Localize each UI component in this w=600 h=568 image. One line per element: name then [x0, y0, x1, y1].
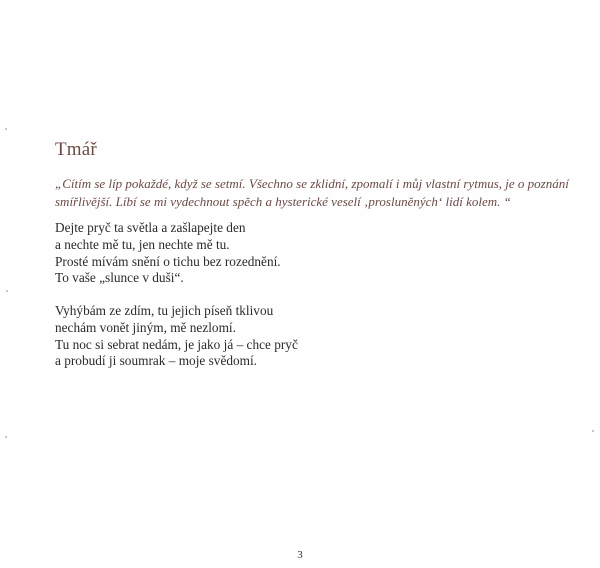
- poem-title: Tmář: [55, 139, 97, 160]
- verse-line: Vyhýbám ze zdím, tu jejich píseň tklivou: [55, 303, 274, 318]
- verse-line: a nechte mě tu, jen nechte mě tu.: [55, 236, 230, 252]
- scan-speck: [592, 430, 594, 432]
- epigraph-line: „Cítím se líp pokaždé, když se setmí. Všechno se zklidní, zpomalí i můj vlastní rytmus, je o poznání: [55, 176, 569, 191]
- verse-line: nechám vonět jiným, mě nezlomí.: [55, 319, 236, 335]
- verse-line: Prosté mívám snění o tichu bez rozednění.: [55, 253, 281, 269]
- verse-line: Dejte pryč ta světla a zašlapejte den: [55, 220, 246, 235]
- scan-speck: [5, 128, 7, 130]
- poem-epigraph: [55, 175, 590, 211]
- verse-line: Tu noc si sebrat nedám, je jako já – chce pryč: [55, 336, 298, 352]
- poem-stanza-1: [55, 220, 525, 287]
- scan-speck: [6, 290, 8, 292]
- poem-stanza-2: [55, 303, 525, 370]
- scan-speck: [5, 436, 7, 438]
- page-number: 3: [297, 549, 303, 561]
- verse-line: To vaše „slunce v duši“.: [55, 270, 184, 286]
- epigraph-line: smířlivější. Líbí se mi vydechnout spěch a hysterické veselí ‚prosluněných‘ lidí kolem. “: [55, 194, 511, 209]
- verse-line: a probudí ji soumrak – moje svědomí.: [55, 353, 258, 369]
